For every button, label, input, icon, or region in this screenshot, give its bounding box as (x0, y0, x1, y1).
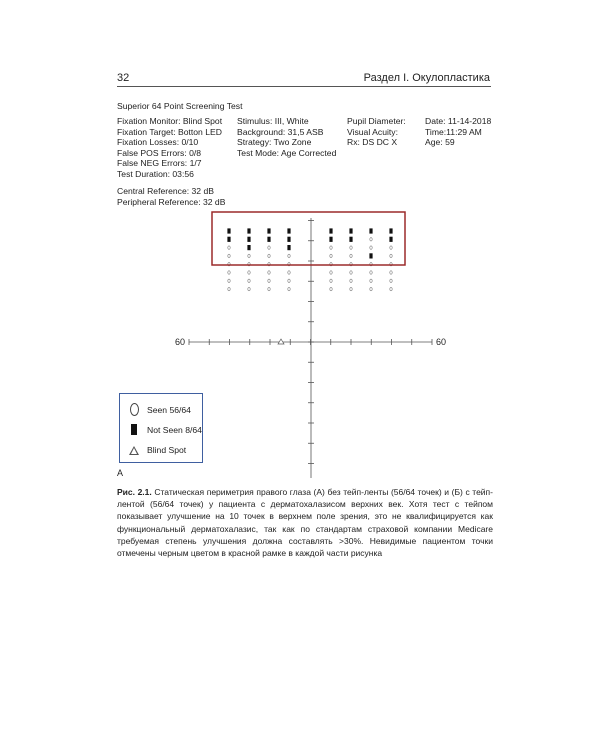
seen-point (248, 287, 250, 291)
caption-label: Рис. 2.1. (117, 487, 152, 497)
not-seen-point (329, 237, 332, 242)
seen-oval-icon (130, 403, 139, 416)
fixation-losses: Fixation Losses: 0/10 (117, 137, 199, 148)
seen-point (350, 279, 352, 283)
legend-seen (128, 403, 191, 416)
seen-point (390, 271, 392, 275)
seen-point (370, 246, 372, 250)
fixation-monitor: Fixation Monitor: Blind Spot (117, 116, 223, 126)
not-seen-point (329, 228, 332, 233)
legend-blind-spot (128, 445, 186, 455)
not-seen-box (212, 212, 405, 265)
visual-acuity: Visual Acuity: (347, 126, 398, 137)
page-number: 32 (117, 72, 130, 84)
test-duration: Test Duration: 03:56 (117, 168, 194, 179)
seen-point (268, 271, 270, 275)
pupil-diameter: Pupil Diameter: (347, 116, 406, 126)
not-seen-point (247, 245, 250, 250)
seen-point (330, 246, 332, 250)
not-seen-point (287, 245, 290, 250)
seen-point (288, 271, 290, 275)
seen-point (350, 254, 352, 258)
not-seen-point (389, 237, 392, 242)
seen-point (350, 271, 352, 275)
seen-point (350, 246, 352, 250)
seen-point (370, 238, 372, 242)
axis-label-right: 60 (436, 337, 447, 347)
not-seen-point (247, 228, 250, 233)
fixation-target: Fixation Target: Botton LED (117, 126, 222, 137)
age: Age: 59 (425, 137, 455, 148)
not-seen-point (389, 228, 392, 233)
background: Background: 31,5 ASB (237, 126, 324, 137)
peripheral-reference: Peripheral Reference: 32 dB (117, 196, 226, 207)
not-seen-point (247, 237, 250, 242)
seen-point (350, 287, 352, 291)
not-seen-point (227, 237, 230, 242)
strategy: Strategy: Two Zone (237, 137, 312, 148)
seen-point (228, 287, 230, 291)
seen-point (248, 271, 250, 275)
seen-point (248, 279, 250, 283)
not-seen-point (349, 228, 352, 233)
seen-point (370, 271, 372, 275)
seen-point (370, 287, 372, 291)
seen-point (228, 279, 230, 283)
central-reference: Central Reference: 32 dB (117, 186, 214, 196)
section-title: Раздел I. Окулопластика (363, 72, 490, 84)
figure-caption (117, 486, 493, 559)
false-pos-errors: False POS Errors: 0/8 (117, 147, 202, 158)
seen-point (228, 246, 230, 250)
seen-point (390, 246, 392, 250)
seen-point (268, 246, 270, 250)
seen-point (288, 287, 290, 291)
not-seen-square-icon (131, 424, 137, 435)
not-seen-point (369, 228, 372, 233)
seen-point (228, 271, 230, 275)
rx: Rx: DS DC X (347, 137, 398, 148)
legend (119, 393, 203, 463)
not-seen-point (349, 237, 352, 242)
not-seen-point (287, 228, 290, 233)
seen-point (330, 271, 332, 275)
legend-not-seen (128, 424, 202, 435)
time: Time:11:29 AM (425, 126, 482, 137)
seen-point (268, 254, 270, 258)
blind-spot-marker (278, 339, 284, 344)
caption-text: Статическая периметрия правого глаза (А) без тейп-ленты (56/64 точек) и (Б) с тейп-лентой (56/64 точек) у пациента с дерматохалазисом верхних век. Хотя тест с тейпом показывает улучшение на 10 точек в верхнем поле зрения, это не квалифицируется как функциональный дерматохалазис, так как по стандартам страховой компании Medicare требуемая степень улучшения должна составлять >30%. Невидимые пациентом точки отмечены черным цветом в красной рамке в каждой части рисунка (117, 487, 493, 559)
seen-point (330, 287, 332, 291)
not-seen-point (227, 228, 230, 233)
blind-spot-triangle-icon (129, 446, 139, 455)
stimulus: Stimulus: III, White (237, 116, 309, 126)
not-seen-point (267, 228, 270, 233)
test-title: Superior 64 Point Screening Test (117, 101, 243, 111)
not-seen-point (287, 237, 290, 242)
seen-point (288, 279, 290, 283)
seen-point (268, 279, 270, 283)
seen-point (268, 287, 270, 291)
axis-label-left: 60 (174, 337, 185, 347)
panel-label: A (117, 468, 124, 478)
seen-point (330, 254, 332, 258)
date: Date: 11-14-2018 (425, 116, 492, 126)
seen-point (248, 254, 250, 258)
false-neg-errors: False NEG Errors: 1/7 (117, 158, 202, 169)
test-mode: Test Mode: Age Corrected (237, 147, 337, 158)
seen-point (390, 279, 392, 283)
seen-point (330, 279, 332, 283)
seen-point (288, 254, 290, 258)
chart-axes (189, 218, 432, 478)
seen-point (390, 254, 392, 258)
legend-not-seen-label: Not Seen 8/64 (147, 424, 202, 435)
not-seen-point (267, 237, 270, 242)
chart-points (227, 228, 392, 344)
seen-point (228, 254, 230, 258)
seen-point (390, 287, 392, 291)
legend-blind-spot-label: Blind Spot (147, 445, 187, 455)
seen-point (370, 279, 372, 283)
not-seen-point (369, 253, 372, 258)
legend-seen-label: Seen 56/64 (147, 404, 191, 415)
